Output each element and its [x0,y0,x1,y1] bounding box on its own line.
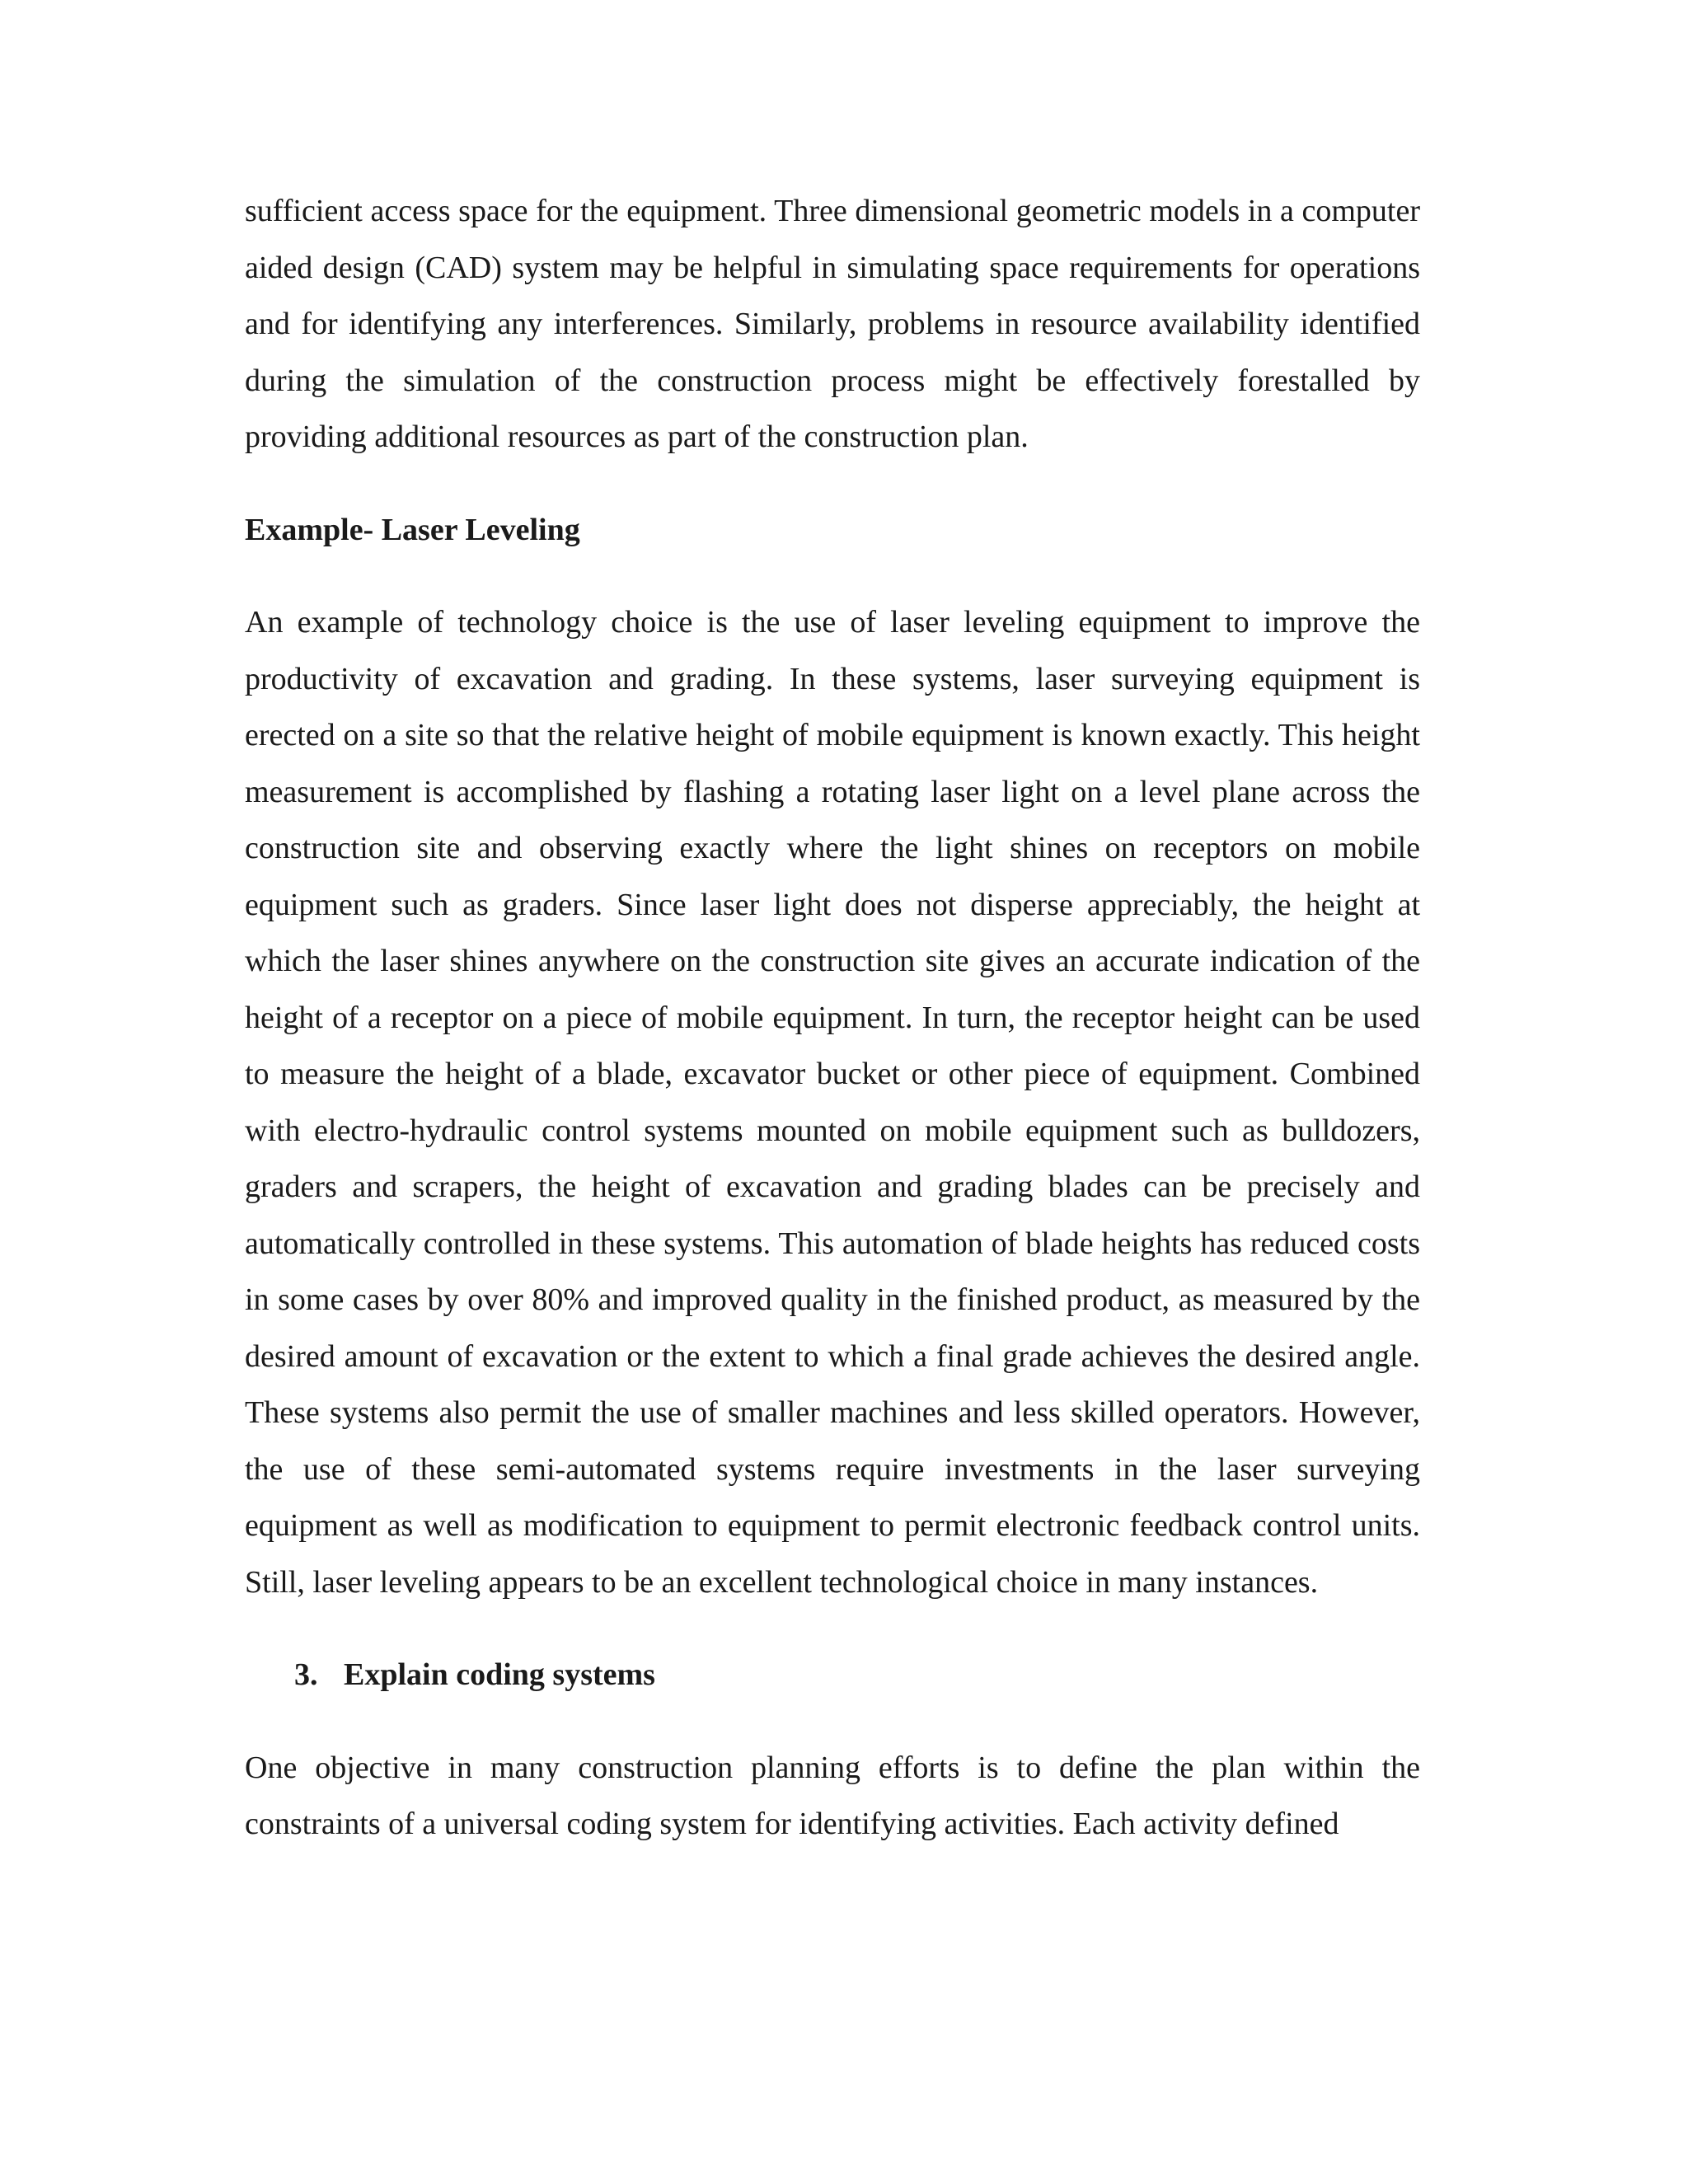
body-paragraph: One objective in many construction planning efforts is to define the plan within the constraints of a universal coding system for identifying activities. Each activity defined [245,1750,1420,1841]
question-heading-coding-systems [245,1647,1420,1704]
body-paragraph: sufficient access space for the equipment. Three dimensional geometric models in a computer aided design (CAD) system may be helpful in simulating space requirements for operations and for identifying any interferences. Similarly, problems in resource availability identified during the simulation of the construction process might be effectively forestalled by providing additional resources as part of the construction plan. [245,194,1420,454]
body-paragraph: An example of technology choice is the use of laser leveling equipment to improve the productivity of excavation and grading. In these systems, laser surveying equipment is erected on a site so that the relative height of mobile equipment is known exactly. This height measurement is accomplished by flashing a rotating laser light on a level plane across the construction site and observing exactly where the light shines on receptors on mobile equipment such as graders. Since laser light does not disperse appreciably, the height at which the laser shines anywhere on the construction site gives an accurate indication of the height of a receptor on a piece of mobile equipment. In turn, the receptor height can be used to measure the height of a blade, excavator bucket or other piece of equipment. Combined with electro-hydraulic control systems mounted on mobile equipment such as bulldozers, graders and scrapers, the height of excavation and grading blades can be precisely and automatically controlled in these systems. This automation of blade heights has reduced costs in some cases by over 80% and improved quality in the finished product, as measured by the desired amount of excavation or the extent to which a final grade achieves the desired angle. These systems also permit the use of smaller machines and less skilled operators. However, the use of these semi-automated systems require investments in the laser surveying equipment as well as modification to equipment to permit electronic feedback control units. Still, laser leveling appears to be an excellent technological choice in many instances. [245,605,1420,1600]
question-number: 3. [294,1657,318,1692]
document-page [245,183,1420,1853]
section-heading-laser-leveling: Example- Laser Leveling [245,512,580,547]
question-text: Explain coding systems [344,1657,655,1692]
